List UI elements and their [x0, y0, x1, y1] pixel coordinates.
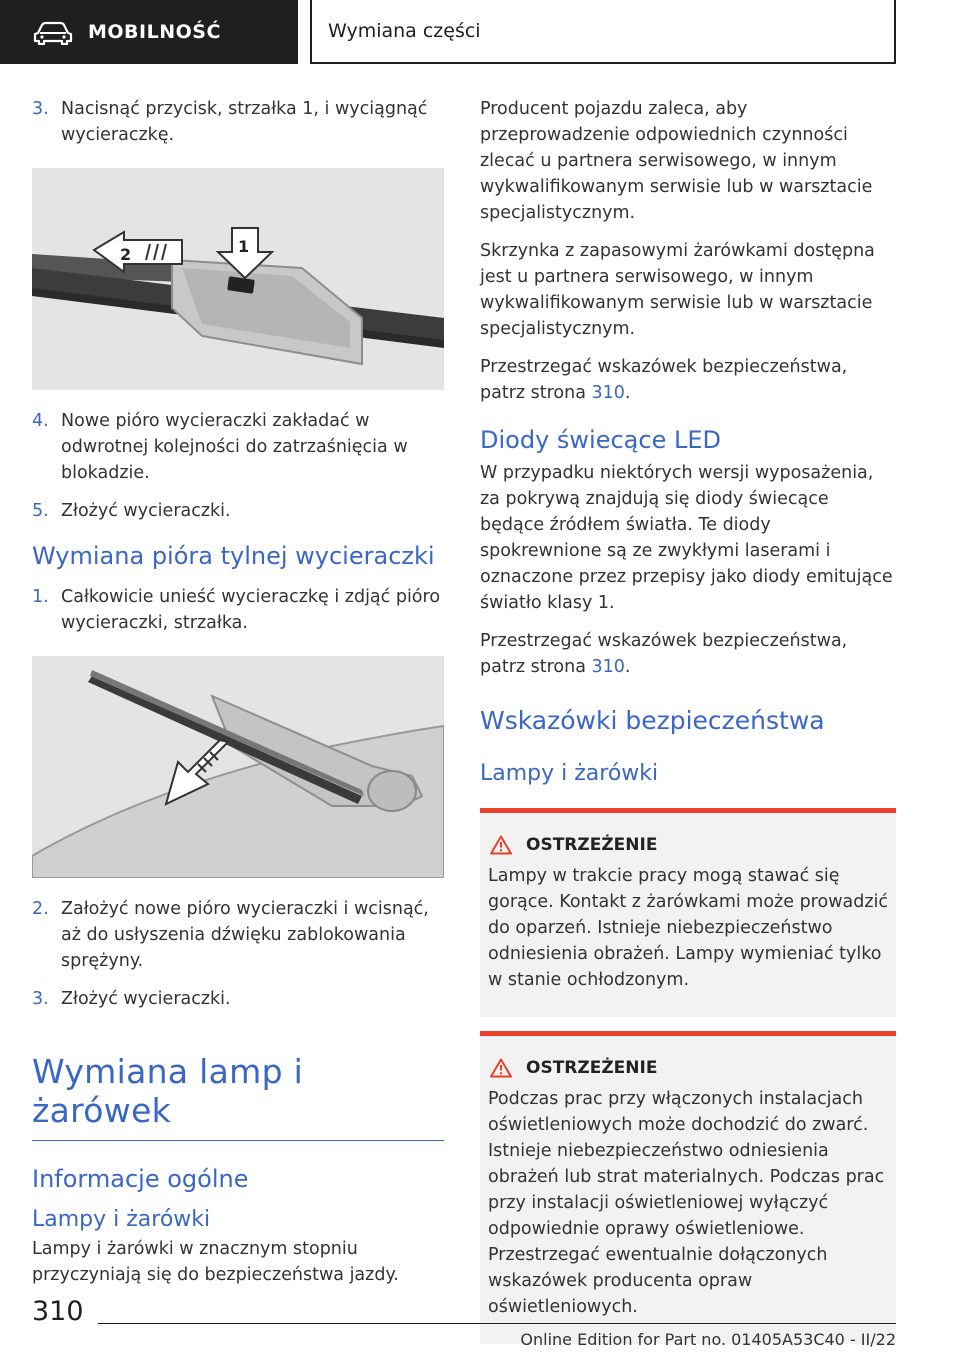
header-chapter	[310, 0, 896, 64]
rear-wiper-figure	[32, 656, 444, 878]
main-section-heading: Wymiana lamp i żarówek	[32, 1052, 444, 1141]
period: .	[624, 657, 631, 677]
safety-reference-text: Przestrzegać wskazówek bezpieczeństwa, patrz strona	[480, 357, 848, 403]
warning-text: Podczas prac przy włączonych instalacjach oświetleniowych może dochodzić do zwarć. Istnieje niebezpieczeństwo odniesienia obrażeń lub strat materialnych. Podczas prac przy instalacji oświetleniowej wyłączyć odpowiednie oprawy oświetleniowe. Przestrzegać ewentualnie dołączonych wskazówek producenta opraw oświetleniowych.	[488, 1089, 885, 1317]
step-number: 5.	[32, 501, 49, 521]
arrow-1-label: 1	[238, 237, 250, 256]
warning-triangle-icon	[490, 1058, 512, 1078]
warning-header	[490, 835, 888, 855]
step-text: Nacisnąć przycisk, strzałka 1, i wyciągnąć wycieraczkę.	[61, 99, 428, 145]
step-item	[32, 896, 444, 974]
warning-title: OSTRZEŻENIE	[526, 1058, 658, 1078]
lamps-heading: Lampy i żarówki	[32, 1207, 211, 1232]
led-paragraph: W przypadku niektórych wersji wyposażenia, za pokrywą znajdują się diody świecące będące źródłem światła. Te diody spokrewnione są ze zwykłymi laserami i oznaczone przez przepisy jako diody emitujące światło klasy 1.	[480, 463, 893, 613]
service-paragraph: Producent pojazdu zaleca, aby przeprowadzenie odpowiednich czynności zlecać u partnera serwisowego, w innym wykwalifikowanym serwisie lub w warsztacie specjalistycznym.	[480, 99, 873, 223]
left-column	[32, 96, 444, 1300]
chapter-title: Wymiana części	[328, 20, 481, 42]
footer-divider	[98, 1323, 896, 1324]
warning-box	[480, 1031, 896, 1344]
warning-text: Lampy w trakcie pracy mogą stawać się gorące. Kontakt z żarówkami może prowadzić do oparzeń. Istnieje niebezpieczeństwo odniesienia obrażeń. Lampy wymieniać tylko w stanie ochłodzonym.	[488, 866, 889, 990]
page-number: 310	[32, 1296, 84, 1327]
edition-note: Online Edition for Part no. 01405A53C40 - II/22	[520, 1330, 896, 1349]
safety-reference-paragraph	[480, 354, 896, 406]
warning-triangle-icon	[490, 835, 512, 855]
step-text: Złożyć wycieraczki.	[61, 989, 231, 1009]
step-number: 3.	[32, 99, 49, 119]
safety-heading: Wskazówki bezpieczeństwa	[480, 706, 825, 735]
period: .	[624, 383, 631, 403]
header-section-tab	[0, 0, 298, 64]
step-text: Całkowicie unieść wycieraczkę i zdjąć pióro wycieraczki, strzałka.	[61, 587, 441, 633]
safety-reference-paragraph	[480, 628, 896, 680]
step-item	[32, 96, 444, 148]
page-link[interactable]: 310	[591, 383, 625, 403]
wiper-button-figure	[32, 168, 444, 390]
step-text: Założyć nowe pióro wycieraczki i wcisnąć, aż do usłyszenia dźwięku zablokowania sprężyny.	[61, 899, 429, 971]
step-text: Nowe pióro wycieraczki zakładać w odwrotnej kolejności do zatrzaśnięcia w blokadzie.	[61, 411, 408, 483]
step-number: 3.	[32, 989, 49, 1009]
step-item	[32, 498, 444, 524]
warning-title: OSTRZEŻENIE	[526, 835, 658, 855]
wiper-blade-illustration	[32, 168, 444, 390]
step-item	[32, 408, 444, 486]
arrow-2-label: 2	[120, 245, 132, 264]
step-item	[32, 584, 444, 636]
led-heading: Diody świecące LED	[480, 426, 721, 454]
spare-bulbs-paragraph: Skrzynka z zapasowymi żarówkami dostępna jest u partnera serwisowego, w innym wykwalifikowanym serwisie lub w warsztacie specjalistycznym.	[480, 241, 875, 339]
safety-reference-text: Przestrzegać wskazówek bezpieczeństwa, patrz strona	[480, 631, 848, 677]
section-title: MOBILNOŚĆ	[88, 21, 221, 43]
general-info-heading: Informacje ogólne	[32, 1165, 249, 1193]
page-link[interactable]: 310	[591, 657, 625, 677]
lamps-paragraph: Lampy i żarówki w znacznym stopniu przyczyniają się do bezpieczeństwa jazdy.	[32, 1239, 399, 1285]
step-number: 1.	[32, 587, 49, 607]
safety-lamps-heading: Lampy i żarówki	[480, 761, 659, 786]
step-text: Złożyć wycieraczki.	[61, 501, 231, 521]
warning-header	[490, 1058, 888, 1078]
car-icon	[32, 19, 74, 45]
rear-wiper-illustration	[32, 656, 444, 878]
rear-wiper-heading: Wymiana pióra tylnej wycieraczki	[32, 542, 435, 570]
step-number: 4.	[32, 411, 49, 431]
warning-box	[480, 808, 896, 1017]
right-column	[480, 96, 896, 1356]
step-number: 2.	[32, 899, 49, 919]
step-item	[32, 986, 444, 1012]
